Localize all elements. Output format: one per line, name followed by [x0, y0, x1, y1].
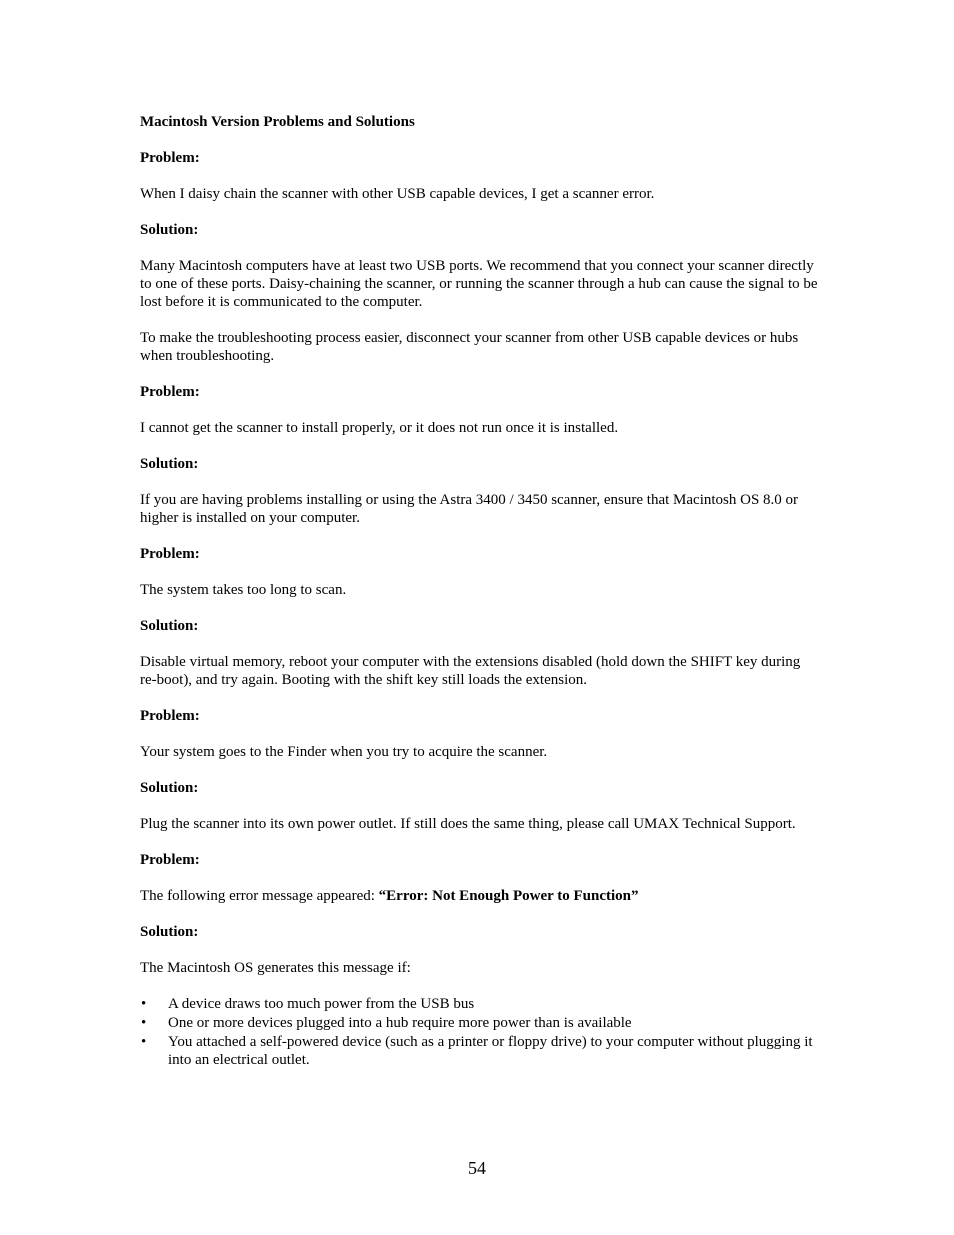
solution-label: Solution:: [140, 780, 199, 796]
problem-label: Problem:: [140, 852, 200, 868]
problem-text: [140, 887, 820, 905]
solution-label: Solution:: [140, 222, 199, 238]
problem-label: Problem:: [140, 708, 200, 724]
solution-text: Plug the scanner into its own power outlet. If still does the same thing, please call UMAX Technical Support.: [140, 816, 796, 832]
problem-solution-block: [140, 383, 820, 527]
problem-text-prefix: The following error message appeared:: [140, 888, 379, 904]
solution-text: If you are having problems installing or using the Astra 3400 / 3450 scanner, ensure that Macintosh OS 8.0 or higher is installed on your computer.: [140, 492, 799, 526]
cause-list: [140, 995, 820, 1069]
error-message: “Error: Not Enough Power to Function”: [378, 888, 639, 904]
bullet-icon: •: [141, 996, 147, 1012]
problem-text: When I daisy chain the scanner with other USB capable devices, I get a scanner error.: [140, 186, 655, 202]
list-item: [140, 1033, 820, 1069]
solution-label: Solution:: [140, 618, 199, 634]
document-page: [140, 113, 820, 1070]
list-item-text: You attached a self-powered device (such as a printer or floppy drive) to your computer without plugging it into an electrical outlet.: [168, 1034, 813, 1068]
list-item-text: A device draws too much power from the USB bus: [168, 996, 475, 1012]
list-item: [140, 995, 820, 1013]
section-heading: Macintosh Version Problems and Solutions: [140, 114, 415, 130]
list-item: [140, 1014, 820, 1032]
solution-text: To make the troubleshooting process easier, disconnect your scanner from other USB capable devices or hubs when troubleshooting.: [140, 330, 799, 364]
solution-label: Solution:: [140, 924, 199, 940]
bullet-icon: •: [141, 1015, 147, 1031]
problem-solution-block: [140, 545, 820, 689]
problem-label: Problem:: [140, 384, 200, 400]
problem-text: The system takes too long to scan.: [140, 582, 347, 598]
list-item-text: One or more devices plugged into a hub require more power than is available: [168, 1015, 632, 1031]
problem-solution-block: [140, 149, 820, 365]
problem-text: I cannot get the scanner to install properly, or it does not run once it is installed.: [140, 420, 619, 436]
solution-label: Solution:: [140, 456, 199, 472]
problem-solution-block: [140, 851, 820, 1069]
problem-text: Your system goes to the Finder when you try to acquire the scanner.: [140, 744, 548, 760]
problem-label: Problem:: [140, 150, 200, 166]
page-number: 54: [468, 1158, 486, 1178]
solution-text: The Macintosh OS generates this message if:: [140, 960, 411, 976]
solution-text: Disable virtual memory, reboot your computer with the extensions disabled (hold down the SHIFT key during re-boot), and try again. Booting with the shift key still loads the extension.: [140, 654, 801, 688]
problem-solution-block: [140, 707, 820, 833]
problem-label: Problem:: [140, 546, 200, 562]
solution-text: Many Macintosh computers have at least two USB ports. We recommend that you connect your scanner directly to one of these ports. Daisy-chaining the scanner, or running the scanner through a hub can cause the signal to be lost before it is communicated to the computer.: [140, 258, 818, 310]
bullet-icon: •: [141, 1034, 147, 1050]
